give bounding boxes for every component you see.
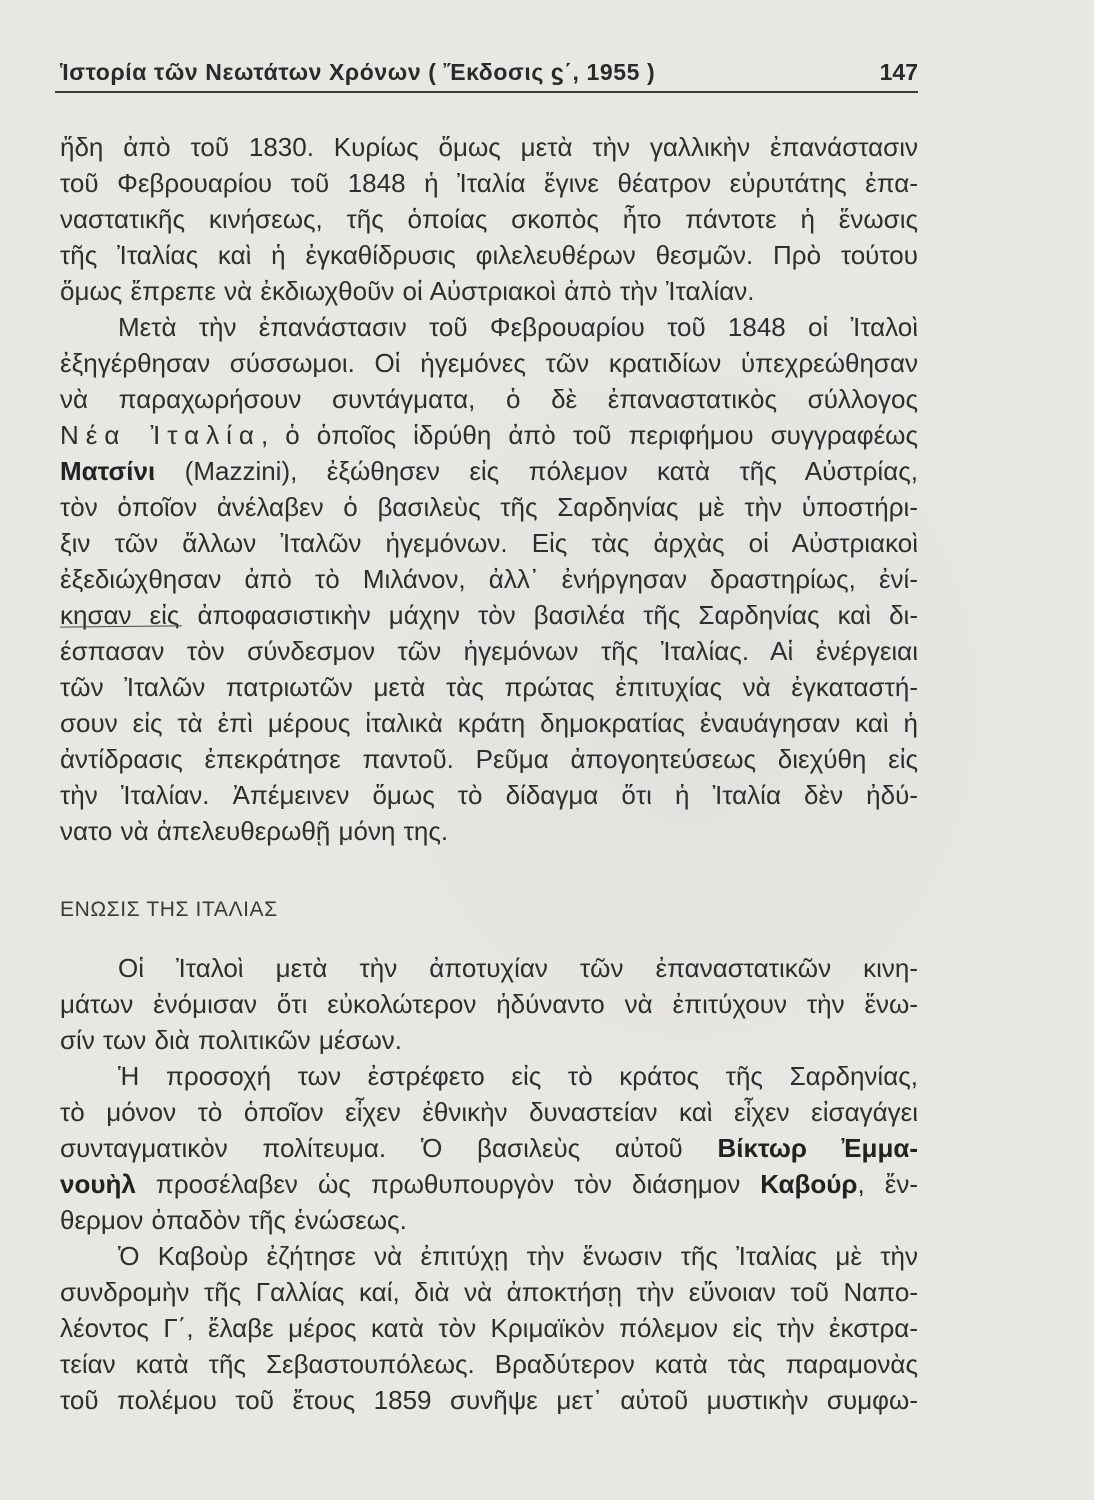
text-line: ἤδη ἀπὸ τοῦ 1830. Κυρίως ὅμως μετὰ τὴν γαλλικὴν ἐπανάστασιν [60,132,918,162]
text-line: μάτων ἐνόμισαν ὅτι εὐκολώτερον ἠδύναντο νὰ ἐπιτύχουν τὴν ἕνω- [60,989,918,1019]
text-segment: προσέλαβεν ὡς πρωθυπουργὸν τὸν διάσημον [135,1169,761,1199]
text-segment: συνταγματικὸν πολίτευμα. Ὁ βασιλεὺς αὐτοῦ [60,1133,718,1163]
text-line: θερμον ὀπαδὸν τῆς ἑνώσεως. [60,1205,407,1235]
text-line: τῶν Ἰταλῶν πατριωτῶν μετὰ τὰς πρώτας ἐπιτυχίας νὰ ἐγκαταστή- [60,672,918,702]
text-line: ξιν τῶν ἄλλων Ἰταλῶν ἡγεμόνων. Εἰς τὰς ἀρχὰς οἱ Αὐστριακοὶ [60,528,918,558]
text-line: ἀντίδρασις ἐπεκράτησε παντοῦ. Ρεῦμα ἀπογοητεύσεως διεχύθη εἰς [60,744,918,774]
text-line: νὰ παραχωρήσουν συντάγματα, ὁ δὲ ἐπαναστατικὸς σύλλογος [60,384,918,414]
paragraph-2 [60,309,918,849]
body-text-upper [60,129,918,849]
text-line: Μετὰ τὴν ἐπανάστασιν τοῦ Φεβρουαρίου τοῦ 1848 οἱ Ἰταλοὶ [118,312,918,342]
text-line [60,453,918,489]
text-line [60,417,918,453]
section-heading: ΕΝΩΣΙΣ ΤΗΣ ΙΤΑΛΙΑΣ [60,898,278,921]
text-line: λέοντος Γ΄, ἔλαβε μέρος κατὰ τὸν Κριμαϊκὸν πόλεμον εἰς τὴν ἐκστρα- [60,1313,918,1343]
text-line: ἐξηγέρθησαν σύσσωμοι. Οἱ ἡγεμόνες τῶν κρατιδίων ὑπεχρεώθησαν [60,348,918,378]
text-line [60,1166,918,1202]
text-line: ἐξεδιώχθησαν ἀπὸ τὸ Μιλάνον, ἀλλ᾽ ἐνήργησαν δραστηρίως, ἐνί- [60,564,918,594]
running-title: Ἱστορία τῶν Νεωτάτων Χρόνων ( Ἔκδοσις ϛ΄, 1955 ) [60,59,656,85]
text-line: τείαν κατὰ τῆς Σεβαστουπόλεως. Βραδύτερον κατὰ τὰς παραμονὰς [60,1349,918,1379]
text-line [60,1130,918,1166]
bold-name-victor-emmanuel-cont: νουὴλ [60,1169,136,1199]
paragraph-5 [60,1238,918,1418]
bold-name-victor-emmanuel: Βίκτωρ Ἐμμα- [717,1133,918,1163]
text-segment: , ὁ ὁποῖος ἱδρύθη ἀπὸ τοῦ περιφήμου συγγραφέως [260,420,918,450]
text-line: κησαν εἰς ἀποφασιστικὴν μάχην τὸν βασιλέα τῆς Σαρδηνίας καὶ δι- [60,600,918,630]
text-line: Ἡ προσοχή των ἐστρέφετο εἰς τὸ κράτος τῆς Σαρδηνίας, [118,1061,918,1091]
text-line: τὴν Ἰταλίαν. Ἀπέμεινεν ὅμως τὸ δίδαγμα ὅτι ἡ Ἰταλία δὲν ἠδύ- [60,780,918,810]
page-number: 147 [879,59,918,85]
body-text-lower [60,950,918,1418]
text-line: ναστατικῆς κινήσεως, τῆς ὁποίας σκοπὸς ἦτο πάντοτε ἡ ἕνωσις [60,204,918,234]
spaced-emphasis-nea-italia: Νέα Ἰταλία [60,420,261,450]
paragraph-3 [60,950,918,1058]
text-line: σουν εἰς τὰ ἐπὶ μέρους ἰταλικὰ κράτη δημοκρατίας ἐναυάγησαν καὶ ἡ [60,708,918,738]
text-line: τὸν ὁποῖον ἀνέλαβεν ὁ βασιλεὺς τῆς Σαρδηνίας μὲ τὴν ὑποστήρι- [60,492,918,522]
text-segment: (Mazzini), ἐξώθησεν εἰς πόλεμον κατὰ τῆς Αὐστρίας, [155,456,918,486]
text-segment: , ἔν- [857,1169,918,1199]
bold-name-cavour: Καβούρ [760,1169,858,1199]
running-header [60,56,918,88]
text-line: Ὁ Καβοὺρ ἐζήτησε νὰ ἐπιτύχῃ τὴν ἕνωσιν τῆς Ἰταλίας μὲ τὴν [118,1241,918,1271]
text-line: Οἱ Ἰταλοὶ μετὰ τὴν ἀποτυχίαν τῶν ἐπαναστατικῶν κινη- [118,953,918,983]
paragraph-4 [60,1058,918,1238]
text-line: νατο νὰ ἀπελευθερωθῇ μόνη της. [60,816,449,846]
bold-name-mazzini: Ματσίνι [60,456,156,486]
text-line: έσπασαν τὸν σύνδεσμον τῶν ἡγεμόνων τῆς Ἰταλίας. Αἱ ἐνέργειαι [60,636,918,666]
header-rule [55,91,918,93]
text-line: τὸ μόνον τὸ ὁποῖον εἶχεν ἐθνικὴν δυναστείαν καὶ εἶχεν εἰσαγάγει [60,1097,918,1127]
text-line: τοῦ Φεβρουαρίου τοῦ 1848 ἡ Ἰταλία ἔγινε θέατρον εὐρυτάτης ἐπα- [60,168,918,198]
text-line: τῆς Ἰταλίας καὶ ἡ ἐγκαθίδρυσις φιλελευθέρων θεσμῶν. Πρὸ τούτου [60,240,918,270]
text-line: ὅμως ἔπρεπε νὰ ἐκδιωχθοῦν οἱ Αὐστριακοὶ ἀπὸ τὴν Ἰταλίαν. [60,276,755,306]
text-line: συνδρομὴν τῆς Γαλλίας καί, διὰ νὰ ἀποκτήσῃ τὴν εὔνοιαν τοῦ Ναπο- [60,1277,918,1307]
paragraph-1 [60,129,918,309]
text-line: τοῦ πολέμου τοῦ ἔτους 1859 συνῆψε μετ᾽ αὐτοῦ μυστικὴν συμφω- [60,1385,918,1415]
text-line: σίν των διὰ πολιτικῶν μέσων. [60,1025,402,1055]
